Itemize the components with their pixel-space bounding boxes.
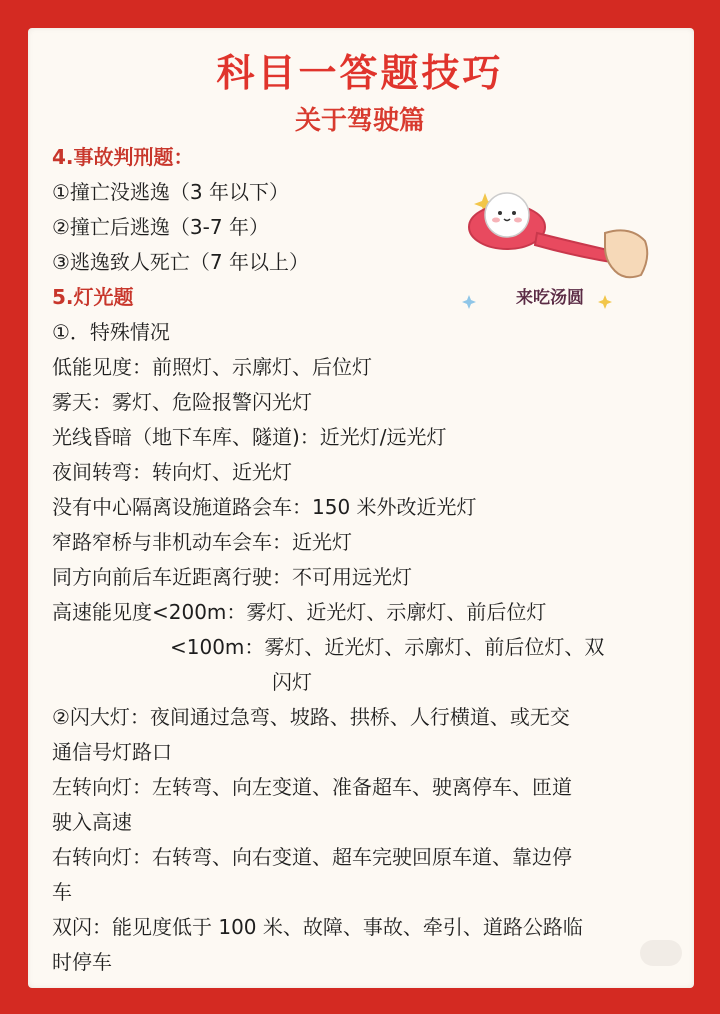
tip-line: ②撞亡后逃逸（3-7 年）	[52, 215, 269, 239]
mascot-caption: 来吃汤圆	[516, 288, 584, 308]
tip-line: 雾天：雾灯、危险报警闪光灯	[52, 390, 312, 414]
tip-line: 驶入高速	[52, 810, 132, 834]
page-subtitle: 关于驾驶篇	[294, 106, 425, 136]
tip-line: 高速能见度<200m：雾灯、近光灯、示廓灯、前后位灯	[52, 600, 547, 624]
tip-line: 同方向前后车近距离行驶：不可用远光灯	[52, 565, 412, 589]
tip-line: 左转向灯：左转弯、向左变道、准备超车、驶离停车、匝道	[52, 775, 572, 799]
tip-line: 闪灯	[272, 670, 312, 694]
tip-line: ③逃逸致人死亡（7 年以上）	[52, 250, 310, 274]
tip-line: 没有中心隔离设施道路会车：150 米外改近光灯	[52, 495, 477, 519]
tip-line: 低能见度：前照灯、示廓灯、后位灯	[52, 355, 372, 379]
tip-line: <100m：雾灯、近光灯、示廓灯、前后位灯、双	[170, 635, 605, 659]
tip-line: 右转向灯：右转弯、向右变道、超车完驶回原车道、靠边停	[52, 845, 572, 869]
tip-line: ①撞亡没逃逸（3 年以下）	[52, 180, 290, 204]
tip-line: 通信号灯路口	[52, 740, 172, 764]
page-title: 科目一答题技巧	[216, 51, 504, 95]
tip-line: 时停车	[52, 950, 112, 974]
tip-line: ①．特殊情况	[52, 320, 170, 344]
scroll-hint-pill	[640, 940, 682, 966]
tip-line: 窄路窄桥与非机动车会车：近光灯	[52, 530, 352, 554]
tip-line: 车	[52, 880, 72, 904]
section-heading-lights: 5.灯光题	[52, 285, 134, 309]
tip-line: ②闪大灯：夜间通过急弯、坡路、拱桥、人行横道、或无交	[52, 705, 570, 729]
tip-line: 双闪：能见度低于 100 米、故障、事故、牵引、道路公路临	[52, 915, 583, 939]
section-heading-accident: 4.事故判刑题：	[52, 145, 194, 169]
tips-content	[52, 140, 682, 980]
tip-line: 光线昏暗（地下车库、隧道)：近光灯/远光灯	[52, 425, 447, 449]
tip-line: 夜间转弯：转向灯、近光灯	[52, 460, 292, 484]
